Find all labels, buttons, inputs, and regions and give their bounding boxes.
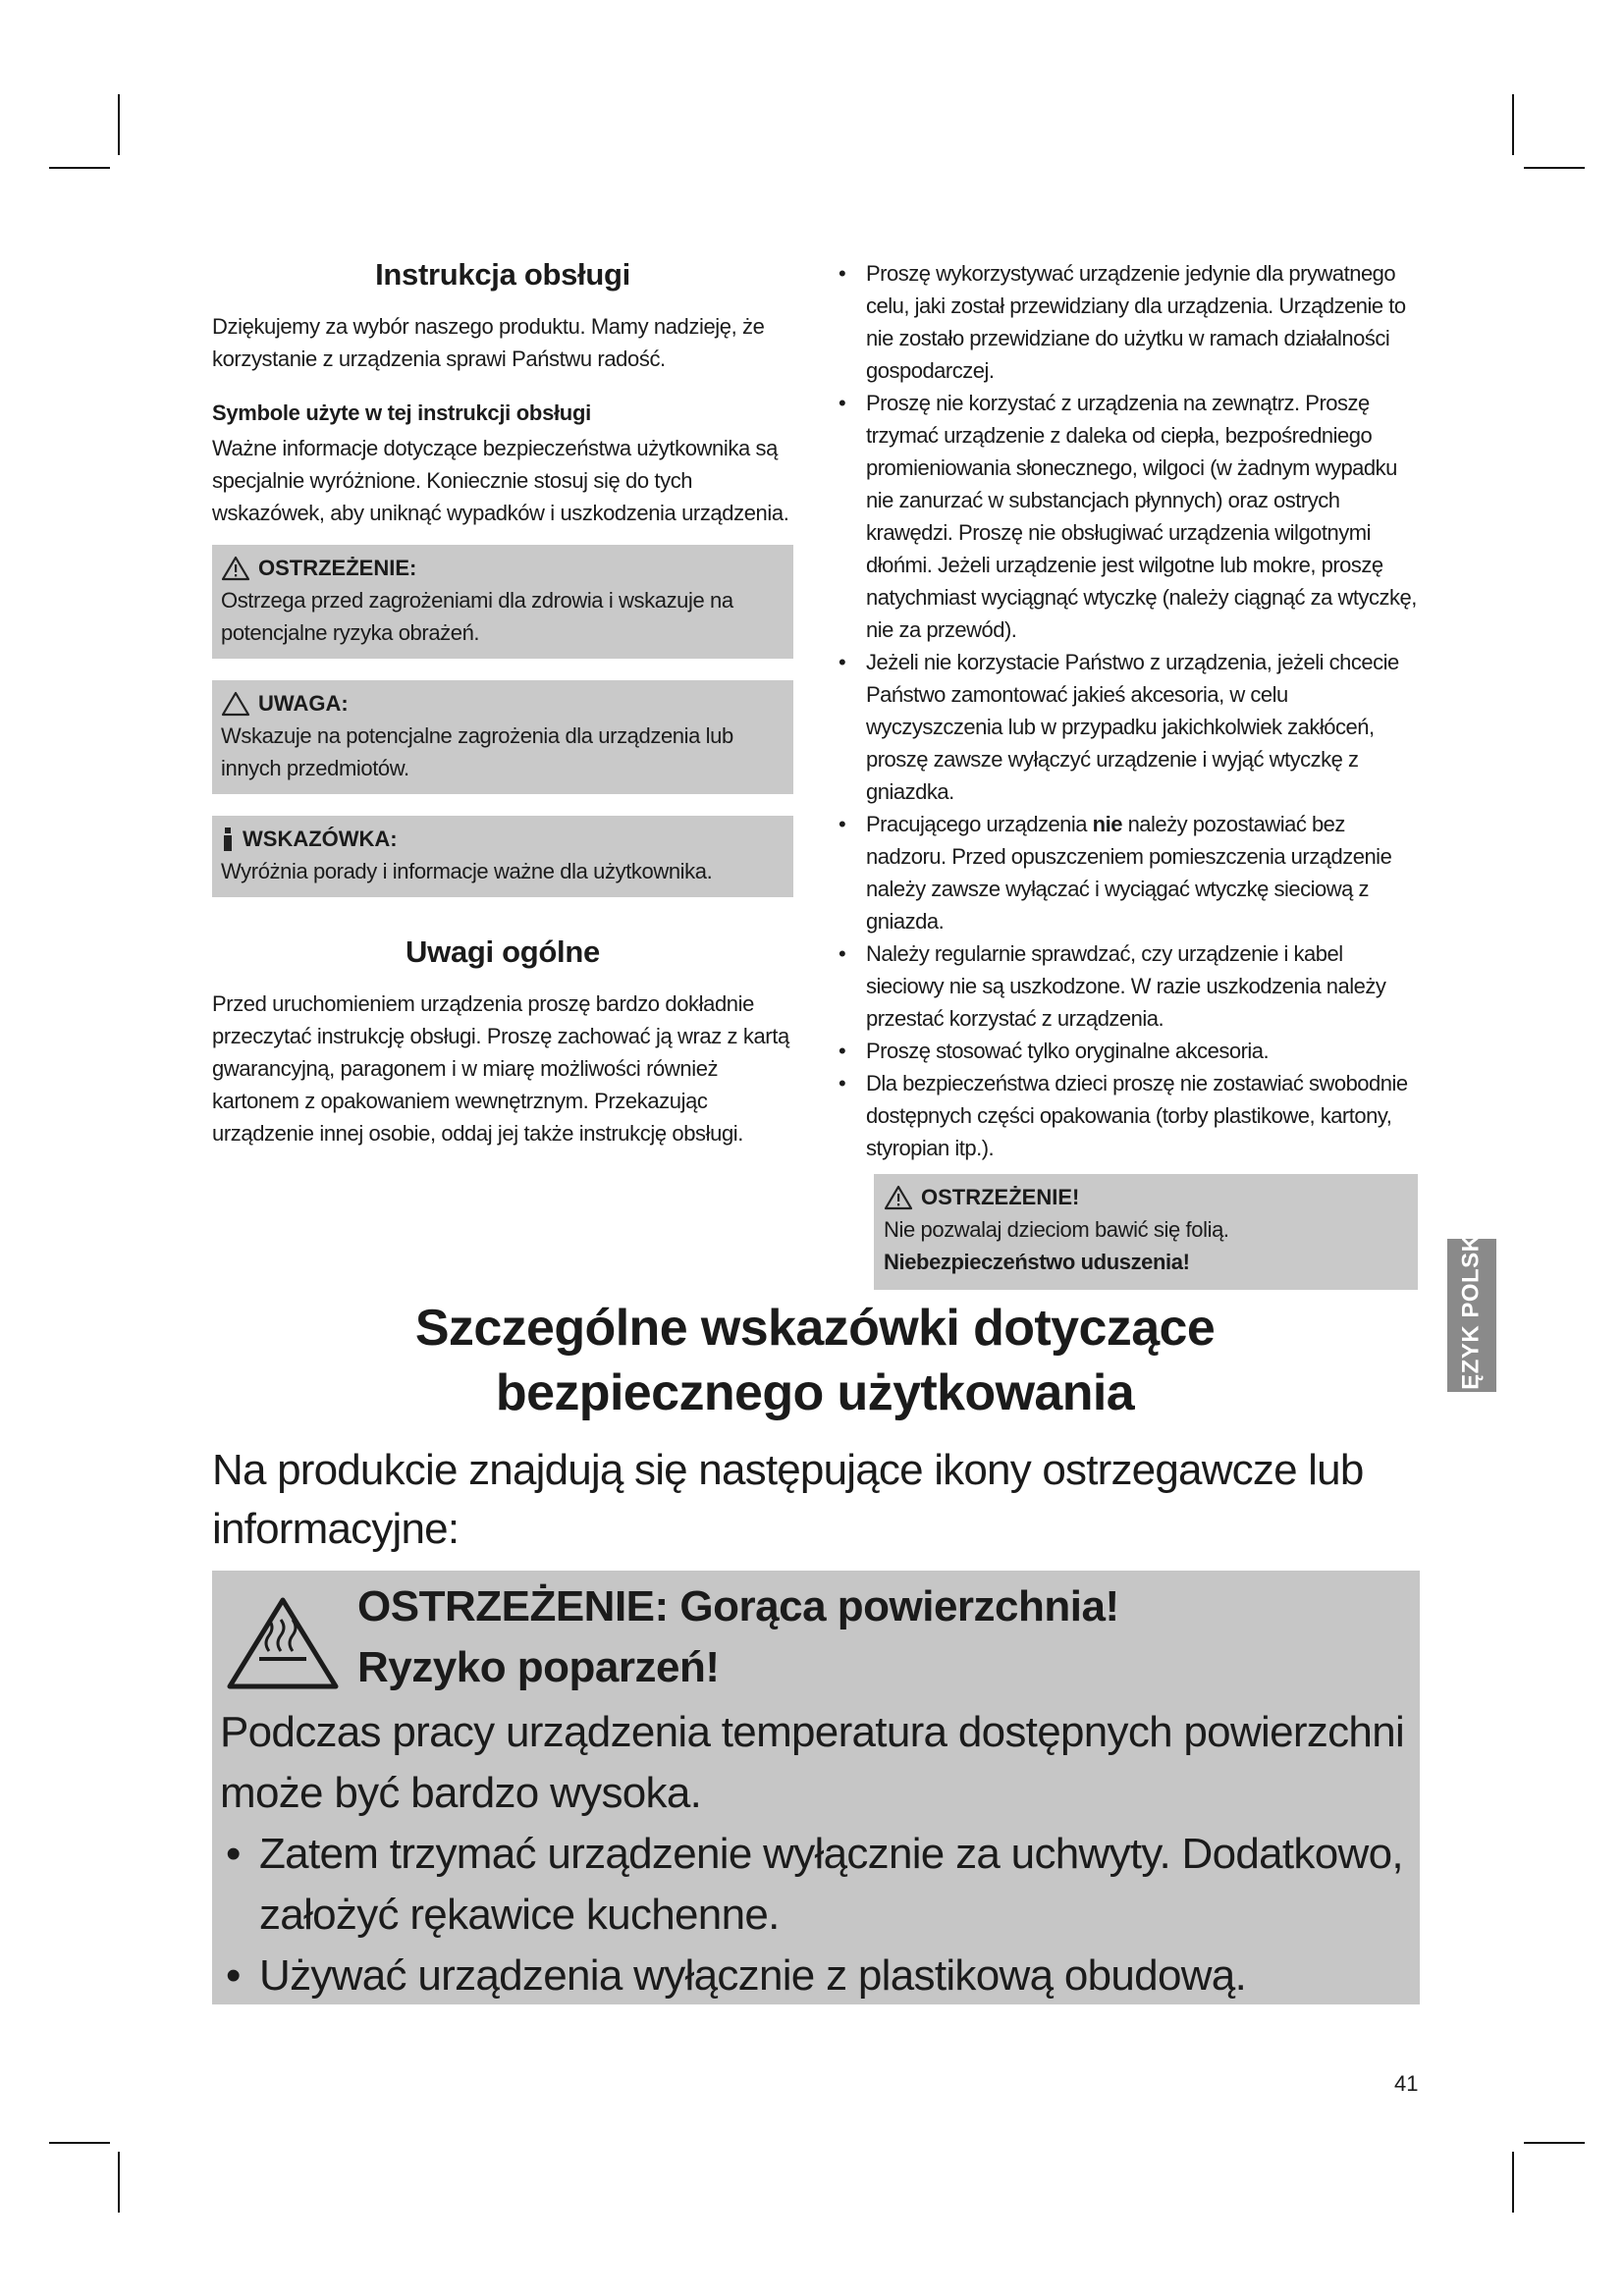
- crop-mark: [49, 2142, 110, 2144]
- emphasis: nie: [1092, 812, 1122, 836]
- list-item-text: Proszę wykorzystywać urządzenie jedynie dla prywatnego celu, jaki został przewidziany dla urządzenia. Urządzenie to nie zostało przewidziane do użytku w ramach działalności gospodarczej.: [866, 261, 1406, 383]
- list-item-text: Jeżeli nie korzystacie Państwo z urządzenia, jeżeli chcecie Państwo zamontować jakieś akcesoria, w celu wyczyszczenia lub w przypadku jakichkolwiek zakłóceń, proszę zawsze wyłączyć urządzenie i wyjąć wtyczkę z gniazdka.: [866, 650, 1399, 804]
- safety-list: [833, 257, 1418, 1164]
- warning-triangle-icon: [221, 556, 250, 581]
- crop-mark: [1524, 167, 1585, 169]
- list-item: [220, 1824, 1408, 1946]
- general-text: Przed uruchomieniem urządzenia proszę bardzo dokładnie przeczytać instrukcję obsługi. Proszę zachować ją wraz z kartą gwarancyjną, paragonem i w miarę możliwości również kartonem z opakowaniem wewnętrznym. Przekazując urządzenie innej osobie, oddaj jej także instrukcję obsługi.: [212, 991, 789, 1146]
- child-warning-box: [874, 1174, 1418, 1290]
- list-item-text: Zatem trzymać urządzenie wyłącznie za uchwyty. Dodatkowo, założyć rękawice kuchenne.: [259, 1830, 1403, 1939]
- main-intro: Na produkcie znajdują się następujące ikony ostrzegawcze lub informacyjne:: [212, 1446, 1364, 1553]
- child-warning-label: OSTRZEŻENIE!: [921, 1185, 1080, 1209]
- page-number: 41: [1394, 2071, 1419, 2096]
- info-icon: [221, 827, 235, 852]
- warning-text: Ostrzega przed zagrożeniami dla zdrowia i wskazuje na potencjalne ryzyka obrażeń.: [221, 588, 733, 645]
- hot-surface-heading: [357, 1576, 1119, 1698]
- list-item: [833, 1067, 1418, 1164]
- crop-mark: [118, 2152, 120, 2213]
- child-warning-plain: Nie pozwalaj dzieciom bawić się folią.: [884, 1217, 1229, 1242]
- language-tab: [1447, 1227, 1496, 1404]
- bullet: •: [839, 812, 846, 836]
- warning-box-head: [221, 553, 784, 584]
- list-item: [833, 257, 1418, 387]
- intro-text: Dziękujemy za wybór naszego produktu. Mamy nadzieję, że korzystanie z urządzenia sprawi Państwu radość.: [212, 314, 765, 371]
- caution-label: UWAGA:: [258, 691, 349, 716]
- main-title-line: Szczególne wskazówki dotyczące: [414, 1300, 1216, 1357]
- hint-box-head: [221, 824, 784, 855]
- bullet: •: [226, 1830, 241, 1878]
- crop-mark: [1524, 2142, 1585, 2144]
- child-warning-head: [884, 1182, 1406, 1213]
- hint-box: [212, 816, 793, 897]
- hot-surface-body: [220, 1702, 1408, 2006]
- main-title-line: bezpiecznego użytkowania: [495, 1364, 1135, 1421]
- general-title: Uwagi ogólne: [406, 934, 600, 969]
- bullet: •: [839, 1071, 846, 1095]
- crop-mark: [1512, 2152, 1514, 2213]
- hot-surface-text: Podczas pracy urządzenia temperatura dostępnych powierzchni może być bardzo wysoka.: [220, 1708, 1405, 1817]
- list-item: [833, 646, 1418, 808]
- bullet: •: [839, 941, 846, 966]
- list-item-text: Proszę nie korzystać z urządzenia na zewnątrz. Proszę trzymać urządzenie z daleka od ciepła, bezpośredniego promieniowania słonecznego, wilgoci (w żadnym wypadku nie zanurzać w substancjach płynnych) oraz ostrych krawędzi. Proszę nie obsługiwać urządzenia wilgotnymi dłońmi. Jeżeli urządzenie jest wilgotne lub mokre, proszę natychmiast wyciągnąć wtyczkę (należy ciągnąć za wtyczkę, nie za przewód).: [866, 391, 1417, 642]
- list-item-text: należy pozostawiać bez nadzoru. Przed opuszczeniem pomieszczenia urządzenie należy zawsze wyłączać i wyciągać wtyczkę sieciową z gniazda.: [866, 812, 1392, 934]
- crop-mark: [118, 94, 120, 155]
- caution-box: [212, 680, 793, 794]
- warning-triangle-icon: [884, 1185, 913, 1210]
- list-item-text: Używać urządzenia wyłącznie z plastikową obudową.: [259, 1951, 1247, 2000]
- list-item: [833, 387, 1418, 646]
- right-column: [833, 257, 1418, 1290]
- list-item: [833, 808, 1418, 937]
- caution-box-head: [221, 688, 784, 720]
- hot-surface-box: [212, 1571, 1420, 2004]
- hot-surface-icon: [224, 1594, 342, 1692]
- bullet: •: [839, 391, 846, 415]
- hint-text: Wyróżnia porady i informacje ważne dla użytkownika.: [221, 859, 713, 883]
- crop-mark: [49, 167, 110, 169]
- list-item: [220, 1946, 1408, 2006]
- language-tab-label: JĘZYK POLSKI: [1458, 1227, 1485, 1404]
- hot-surface-heading-line: Ryzyko poparzeń!: [357, 1643, 720, 1691]
- bullet: •: [839, 1039, 846, 1063]
- list-item-text: Należy regularnie sprawdzać, czy urządzenie i kabel sieciowy nie są uszkodzone. W razie uszkodzenia należy przestać korzystać z urządzenia.: [866, 941, 1386, 1031]
- hint-label: WSKAZÓWKA:: [243, 827, 398, 851]
- hot-surface-list: [220, 1824, 1408, 2006]
- manual-title: Instrukcja obsługi: [375, 257, 630, 292]
- list-item: [833, 1035, 1418, 1067]
- bullet: •: [226, 1951, 241, 2000]
- hot-surface-heading-line: OSTRZEŻENIE: Gorąca powierzchnia!: [357, 1582, 1119, 1630]
- list-item-text: Proszę stosować tylko oryginalne akcesoria.: [866, 1039, 1270, 1063]
- warning-label: OSTRZEŻENIE:: [258, 556, 417, 580]
- symbols-heading: Symbole użyte w tej instrukcji obsługi: [212, 400, 591, 425]
- bullet: •: [839, 261, 846, 286]
- child-warning-text: [884, 1213, 1406, 1278]
- list-item-text: Pracującego urządzenia: [866, 812, 1093, 836]
- caution-triangle-icon: [221, 691, 250, 717]
- list-item: [833, 937, 1418, 1035]
- symbols-text: Ważne informacje dotyczące bezpieczeństwa użytkownika są specjalnie wyróżnione. Koniecznie stosuj się do tych wskazówek, aby uniknąć wypadków i uszkodzenia urządzenia.: [212, 436, 789, 525]
- bullet: •: [839, 650, 846, 674]
- child-warning-bold: Niebezpieczeństwo uduszenia!: [884, 1250, 1190, 1274]
- caution-text: Wskazuje na potencjalne zagrożenia dla urządzenia lub innych przedmiotów.: [221, 723, 733, 780]
- warning-box: [212, 545, 793, 659]
- crop-mark: [1512, 94, 1514, 155]
- list-item-text: Dla bezpieczeństwa dzieci proszę nie zostawiać swobodnie dostępnych części opakowania (torby plastikowe, kartony, styropian itp.).: [866, 1071, 1408, 1160]
- left-column: [212, 257, 793, 1149]
- main-title: [212, 1296, 1418, 1425]
